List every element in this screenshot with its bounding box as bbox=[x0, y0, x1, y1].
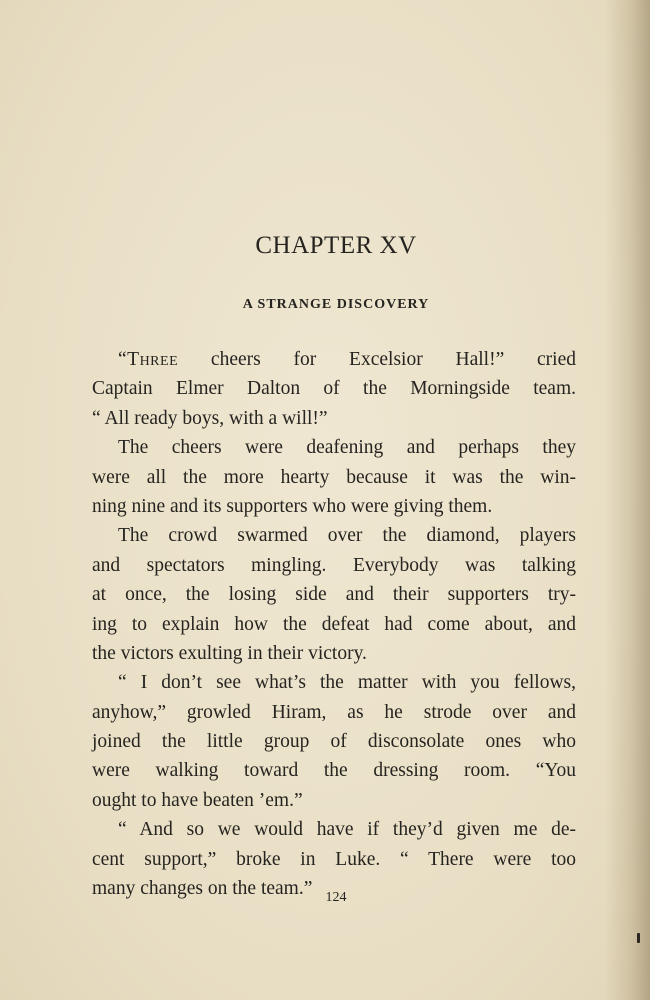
text-line: the victors exulting in their victory. bbox=[92, 642, 367, 664]
text-line: Captain Elmer Dalton of the Morningside team. bbox=[92, 378, 576, 400]
text-line: “ And so we would have if they’d given me de- bbox=[118, 819, 576, 841]
body-text bbox=[92, 345, 576, 903]
text-line: The cheers were deafening and perhaps they bbox=[118, 437, 576, 459]
chapter-subtitle: A STRANGE DISCOVERY bbox=[242, 297, 430, 312]
text-line: ought to have beaten ’em.” bbox=[92, 789, 303, 811]
text-line-rest: cheers for Excelsior Hall!” cried bbox=[178, 349, 576, 370]
text-line: The crowd swarmed over the diamond, players bbox=[118, 525, 576, 547]
text-line: anyhow,” growled Hiram, as he strode over and bbox=[92, 701, 576, 723]
text-line: “ All ready boys, with a will!” bbox=[92, 407, 328, 429]
page-edge-mark bbox=[637, 933, 640, 943]
text-line: “ I don’t see what’s the matter with you fellows, bbox=[118, 672, 576, 694]
text-line: ning nine and its supporters who were giving them. bbox=[92, 495, 493, 517]
text-line: ing to explain how the defeat had come about, and bbox=[92, 613, 576, 635]
text-line: joined the little group of disconsolate ones who bbox=[92, 731, 576, 753]
text-line: and spectators mingling. Everybody was talking bbox=[92, 554, 576, 576]
text-line-lead: “Three bbox=[118, 349, 179, 370]
text-line bbox=[92, 345, 576, 374]
chapter-title: CHAPTER XV bbox=[255, 232, 417, 259]
text-line: cent support,” broke in Luke. “ There were too bbox=[92, 848, 576, 870]
page-number: 124 bbox=[325, 890, 347, 905]
text-line: many changes on the team.” bbox=[92, 878, 313, 900]
text-line: were all the more hearty because it was the win- bbox=[92, 466, 576, 488]
text-line: at once, the losing side and their supporters try- bbox=[92, 584, 576, 606]
text-line: were walking toward the dressing room. “You bbox=[92, 760, 576, 782]
